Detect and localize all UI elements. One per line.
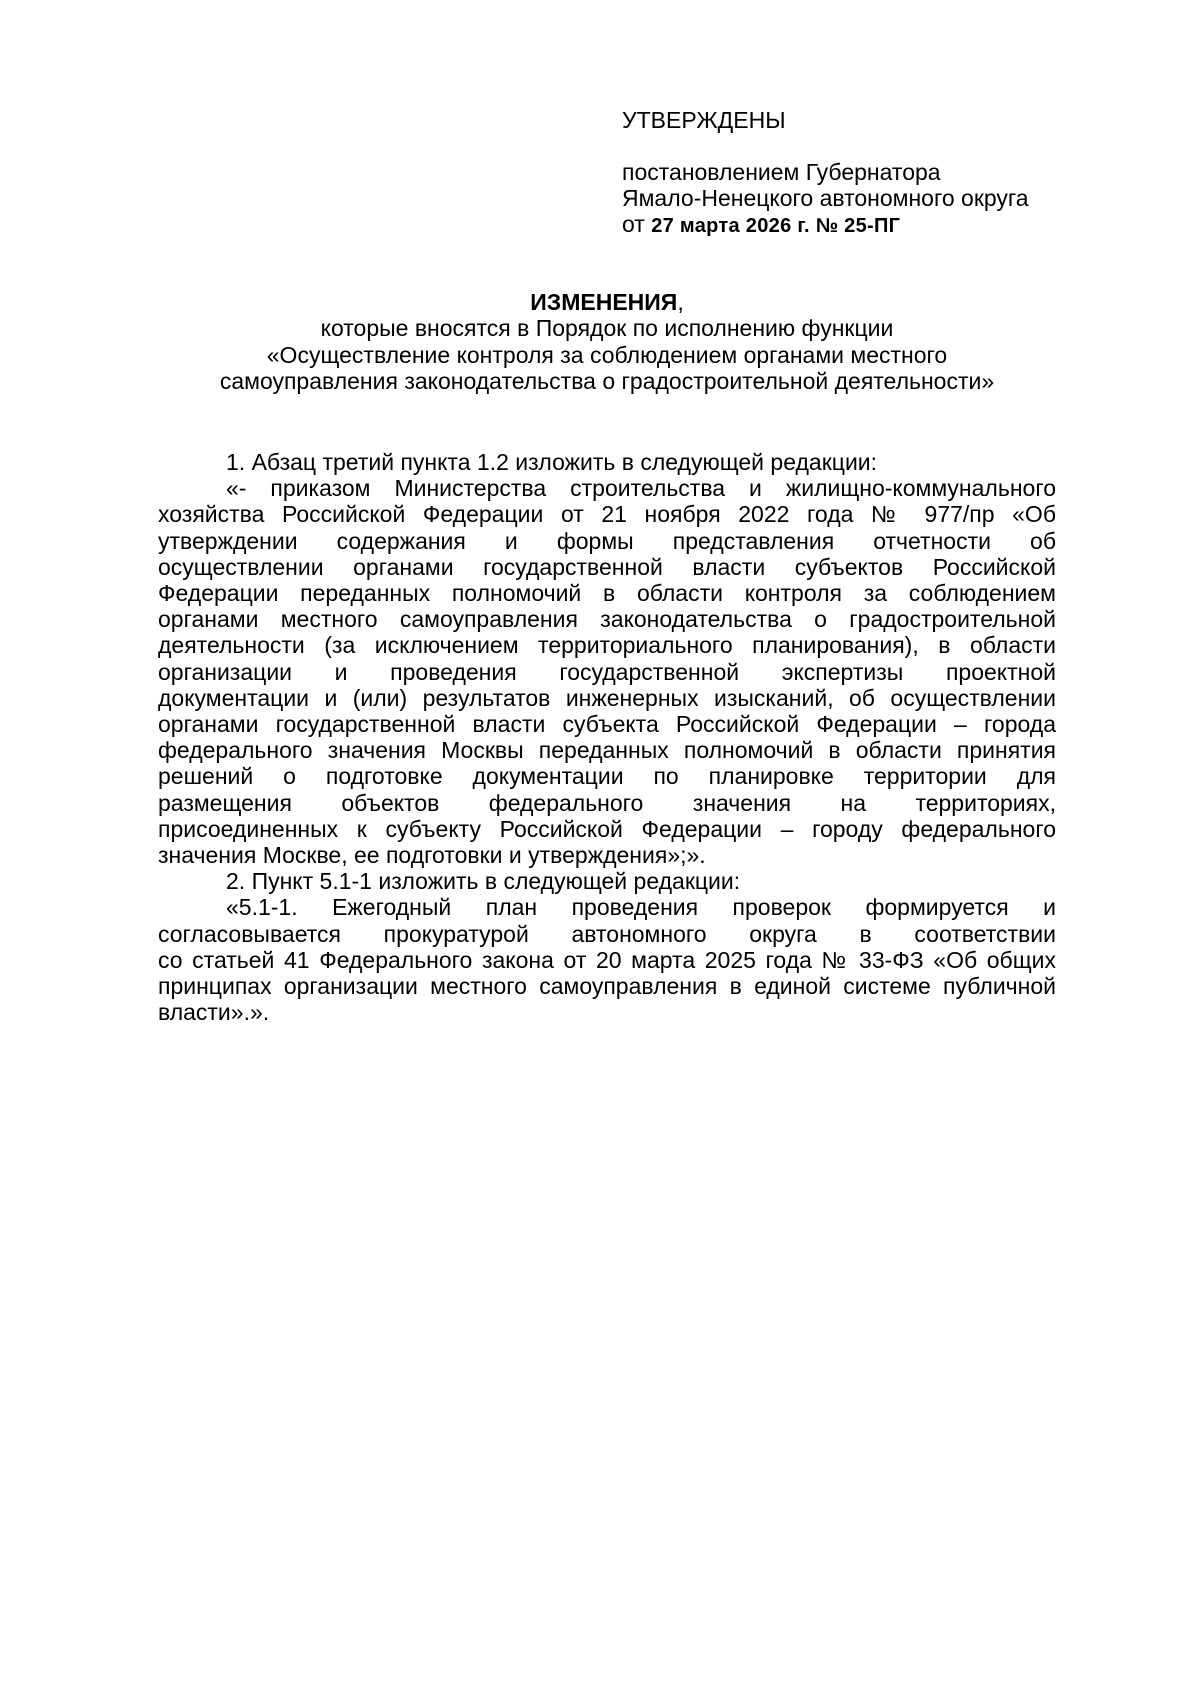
- approved-label: УТВЕРЖДЕНЫ: [622, 107, 786, 133]
- body-line: принципах организации местного самоуправления в единой системе публичной: [158, 973, 1056, 999]
- title-line: «Осуществление контроля за соблюдением органами местного: [266, 342, 948, 368]
- title-heading: [0, 289, 1200, 315]
- from-label: от: [622, 211, 645, 237]
- body-line: размещения объектов федерального значения на территориях,: [158, 789, 1056, 816]
- body-line: утверждении содержания и формы представления отчетности об: [158, 527, 1056, 554]
- body-line: «5.1-1. Ежегодный план проведения проверок формируется и: [226, 894, 1056, 921]
- body-line: организации и проведения государственной экспертизы проектной: [158, 658, 1056, 685]
- body-line: органами государственной власти субъекта Российской Федерации – города: [158, 711, 1056, 737]
- body-line: со статьей 41 Федерального закона от 20 марта 2025 года № 33-ФЗ «Об общих: [158, 946, 1056, 973]
- body-line: «- приказом Министерства строительства и жилищно-коммунального: [226, 475, 1056, 502]
- body-line: деятельности (за исключением территориального планирования), в области: [158, 632, 1056, 659]
- body-line: значения Москве, ее подготовки и утверждения»;».: [158, 842, 706, 868]
- body-line: документации и (или) результатов инженерных изысканий, об осуществлении: [158, 684, 1056, 711]
- body-line: федерального значения Москвы переданных полномочий в области принятия: [158, 737, 1056, 764]
- body-line: 2. Пункт 5.1-1 изложить в следующей редакции:: [226, 868, 741, 895]
- body-line: хозяйства Российской Федерации от 21 ноября 2022 года № 977/пр «Об: [158, 501, 1056, 528]
- title-line: самоуправления законодательства о градостроительной деятельности»: [219, 368, 995, 394]
- approval-date-line: [622, 211, 900, 239]
- body-line: 1. Абзац третий пункта 1.2 изложить в следующей редакции:: [226, 449, 878, 475]
- body-line: решений о подготовке документации по планировке территории для: [158, 763, 1056, 790]
- body-line: присоединенных к субъекту Российской Федерации – городу федерального: [158, 815, 1056, 842]
- heading-text: ИЗМЕНЕНИЯ: [530, 289, 678, 315]
- body-line: осуществлении органами государственной власти субъектов Российской: [158, 553, 1056, 580]
- body-line: согласовывается прокуратурой автономного округа в соответствии: [158, 920, 1056, 947]
- approval-line-2: Ямало-Ненецкого автономного округа: [622, 185, 1029, 211]
- heading-suffix: ,: [677, 289, 684, 315]
- body-line: власти».».: [158, 999, 270, 1026]
- date-number: 27 марта 2026 г. № 25-ПГ: [651, 215, 901, 237]
- body-line: органами местного самоуправления законодательства о градостроительной: [158, 606, 1056, 633]
- body-line: Федерации переданных полномочий в области контроля за соблюдением: [158, 580, 1056, 606]
- approval-line-1: постановлением Губернатора: [622, 159, 941, 185]
- title-line: которые вносятся в Порядок по исполнению функции: [320, 315, 894, 341]
